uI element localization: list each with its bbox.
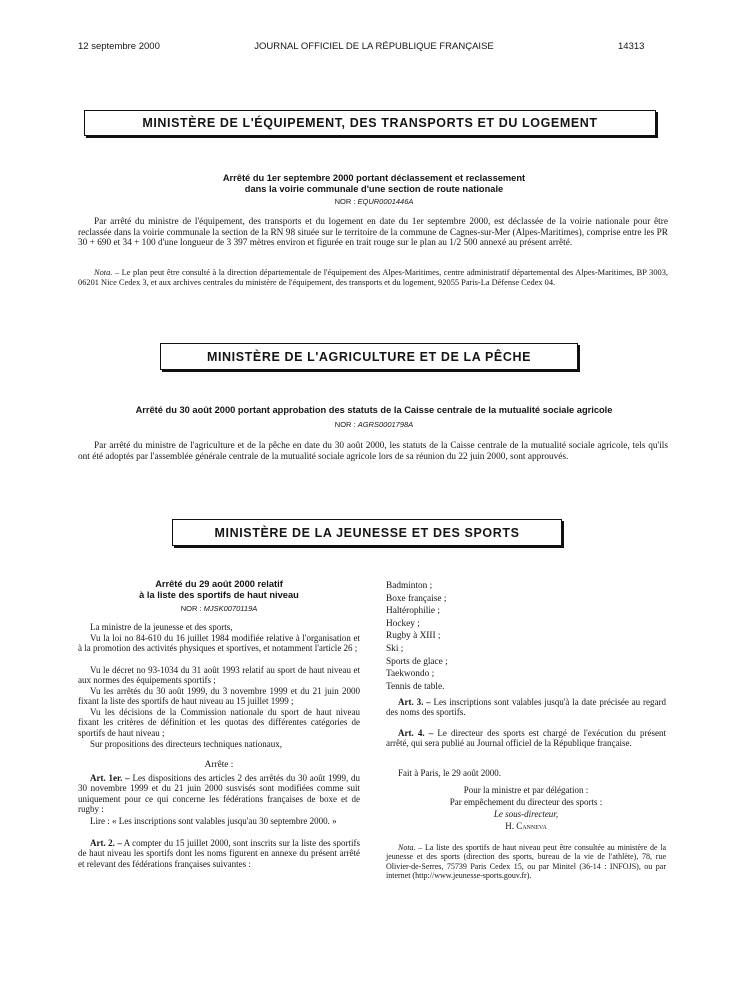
arrete-body-paragraph: Par arrêté du ministre de l'agriculture et de la pêche en date du 30 août 2000, les statuts de la Caisse centrale de la mutualité sociale agricole, tels qu'ils ont été adoptés par l'assemblée générale centrale de la mutualité sociale agricole lors de sa réunion du 22 juin 2000, sont approuvés.: [78, 441, 668, 462]
nor-code: EQUR0001446A: [357, 197, 414, 206]
article-2-paragraph: [78, 838, 360, 869]
arrete-title-line-2: dans la voirie communale d'une section de route nationale: [244, 184, 504, 194]
header-date: 12 septembre 2000: [78, 41, 160, 52]
arrete-title: Arrêté du 30 août 2000 portant approbation des statuts de la Caisse centrale de la mutualité sociale agricole: [135, 405, 613, 415]
article-4-text: Le directeur des sports est chargé de l'exécution du présent arrêté, qui sera publié au Journal officiel de la République française.: [386, 728, 666, 749]
header-page-number: 14313: [618, 41, 645, 52]
nor-label: NOR :: [334, 197, 358, 206]
nota-paragraph: [386, 843, 666, 880]
ministre-intro: La ministre de la jeunesse et des sports,: [90, 622, 233, 632]
list-item: Sports de glace ;: [386, 656, 448, 667]
list-item: Hockey ;: [386, 618, 420, 629]
list-item: Tennis de table.: [386, 681, 445, 692]
nota-text: La liste des sportifs de haut niveau peut être consultée au ministère de la jeunesse et des sports (direction des sports, bureau de la vie de l'athlète), 78, rue Olivier-de-Serres, 75739 Paris Cedex 15, ou par Minitel (36-14 : INFOJS), ou par internet (http://www.jeunesse-sports.gouv.fr).: [386, 843, 666, 880]
signature-line-1: Pour la ministre et par délégation :: [463, 785, 589, 795]
signature-title: Le sous-directeur,: [493, 809, 559, 819]
nor-label: NOR :: [334, 420, 358, 429]
vu-decret-paragraph: Vu le décret no 93-1034 du 31 août 1993 relatif au sport de haut niveau et aux normes des équipements sportifs ;: [78, 665, 360, 686]
arrete-title-line-1: Arrêté du 1er septembre 2000 portant déclassement et reclassement: [222, 173, 526, 183]
list-item: Boxe française ;: [386, 593, 447, 604]
article-1-paragraph: [78, 773, 360, 815]
nor-code: MJSK0070119A: [203, 604, 258, 613]
sur-propositions-paragraph: Sur propositions des directeurs techniques nationaux,: [90, 739, 282, 749]
list-item: Taekwondo ;: [386, 669, 435, 680]
nor-reference: [0, 197, 748, 206]
arrete-keyword: Arrête :: [204, 760, 234, 770]
arrete-title-line-2: à la liste des sportifs de haut niveau: [139, 590, 299, 600]
signature-line-2: Par empêchement du directeur des sports :: [449, 797, 603, 807]
ministry-heading-equipement: MINISTÈRE DE L'ÉQUIPEMENT, DES TRANSPORTS ET DU LOGEMENT: [84, 110, 656, 136]
article-4-paragraph: [386, 728, 666, 749]
lire-paragraph: Lire : « Les inscriptions sont valables jusqu'au 30 septembre 2000. »: [90, 816, 337, 826]
ministry-heading-agriculture: MINISTÈRE DE L'AGRICULTURE ET DE LA PÊCHE: [160, 343, 578, 370]
nor-reference: [78, 604, 360, 613]
article-3-label: Art. 3. –: [398, 697, 431, 707]
arrete-body-paragraph: Par arrêté du ministre de l'équipement, des transports et du logement en date du 1er septembre 2000, est déclassée de la voirie nationale pour être reclassée dans la voirie communale la section de la RN 98 située sur le territoire de la commune de Cagnes-sur-Mer (Alpes-Maritimes), comprise entre les PR 30 + 690 et 34 + 100 d'une longueur de 3 397 mètres environ et figurée en trait rouge sur le plan au 1/2 500 annexé au présent arrêté.: [78, 217, 668, 249]
vu-loi-paragraph: Vu la loi no 84-610 du 16 juillet 1984 modifiée relative à l'organisation et à la promotion des activités physiques et sportives, et notamment l'article 26 ;: [78, 633, 360, 654]
article-4-label: Art. 4. –: [398, 728, 434, 738]
nor-reference: [0, 420, 748, 429]
list-item: Haltérophilie ;: [386, 606, 440, 617]
nota-label: Nota. –: [94, 268, 120, 277]
nor-code: AGRS0001798A: [357, 420, 414, 429]
nota-label: Nota. –: [398, 843, 423, 852]
article-3-text: Les inscriptions sont valables jusqu'à la date précisée au regard des noms des sportifs.: [386, 697, 666, 718]
article-1-text: Les dispositions des articles 2 des arrêtés du 30 août 1999, du 30 novembre 1999 et du 21 juin 2000 susvisés sont modifiées comme suit uniquement pour ce qui concerne les fédérations françaises de boxe et de rugby :: [78, 773, 361, 815]
list-item: Ski ;: [386, 643, 404, 654]
nota-paragraph: [78, 268, 668, 287]
signatory-name: H. Canneva: [505, 821, 547, 831]
header-journal-title: JOURNAL OFFICIEL DE LA RÉPUBLIQUE FRANÇAISE: [254, 41, 494, 52]
article-2-text: A compter du 15 juillet 2000, sont inscrits sur la liste des sportifs de haut niveau les sportifs dont les noms figurent en annexe du présent arrêté et relevant des fédérations françaises suivantes :: [78, 838, 360, 869]
vu-decisions-paragraph: Vu les décisions de la Commission nationale du sport de haut niveau fixant les critères de définition et les quotas des différentes catégories de sportifs de haut niveau ;: [78, 707, 360, 738]
article-1-label: Art. 1er. –: [90, 773, 130, 783]
vu-arretes-paragraph: Vu les arrêtés du 30 août 1999, du 3 novembre 1999 et du 21 juin 2000 fixant la liste des sportifs de haut niveau au 15 juillet 1999 ;: [78, 686, 360, 707]
nor-label: NOR :: [180, 604, 204, 613]
list-item: Rugby à XIII ;: [386, 631, 441, 642]
ministry-heading-jeunesse-sports: MINISTÈRE DE LA JEUNESSE ET DES SPORTS: [172, 519, 562, 546]
fait-a-paris: Fait à Paris, le 29 août 2000.: [398, 768, 501, 778]
list-item: Badminton ;: [386, 581, 433, 591]
federation-list: [386, 580, 448, 693]
nota-text: Le plan peut être consulté à la direction départementale de l'équipement des Alpes-Maritimes, centre administratif départemental des Alpes-Maritimes, BP 3003, 06201 Nice Cedex 3, et aux archives centrales du ministère de l'équipement, des transports et du logement, 92055 Paris-La Défense Cedex 04.: [78, 268, 668, 287]
article-2-label: Art. 2. –: [90, 838, 122, 848]
article-3-paragraph: [386, 697, 666, 718]
arrete-title-line-1: Arrêté du 29 août 2000 relatif: [155, 579, 283, 589]
